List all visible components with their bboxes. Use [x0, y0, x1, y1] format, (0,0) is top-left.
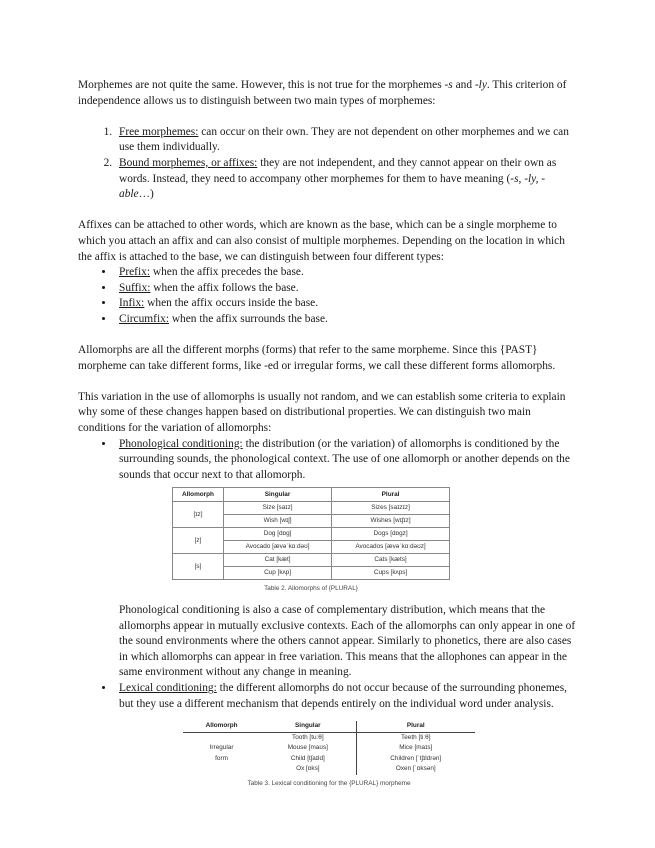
table-cell-allomorph: [ɪz]	[173, 502, 224, 528]
table-cell: Sizes [saɪzɪz]	[332, 502, 450, 515]
morpheme-types-list	[78, 125, 576, 203]
table-header: Plural	[332, 488, 450, 502]
table-cell: Cups [kʌps]	[332, 567, 450, 580]
table-cell: Mouse [maʊs]	[287, 744, 328, 752]
table-header: Singular	[224, 488, 332, 502]
table-cell: Cats [kæts]	[332, 554, 450, 567]
paragraph-allomorphs: Allomorphs are all the different morphs (forms) that refer to the same morpheme. Since this {PAST} morpheme can take different forms, like -ed or irregular forms, we call these different forms allomorphs.	[78, 344, 556, 372]
table-cell: Children [ˈtʃɪldrən]	[356, 754, 475, 765]
table-header: Allomorph	[173, 488, 224, 502]
paragraph-affixes: Affixes can be attached to other words, which are known as the base, which can be a single morpheme to which you attach an affix and can also consist of multiple morphemes. Depending on the location in which the affix is attached to the base, we can distinguish between four different types:	[78, 219, 565, 263]
term-phonological-conditioning: Phonological conditioning:	[119, 437, 243, 450]
table-header: Plural	[356, 721, 475, 732]
table-cell: Cup [kʌp]	[224, 567, 332, 580]
document-page	[78, 78, 576, 791]
term-lexical-conditioning: Lexical conditioning:	[119, 682, 217, 694]
table-cell: Cat [kæt]	[224, 554, 332, 567]
paragraph-variation: This variation in the use of allomorphs is usually not random, and we can establish some criteria to explain why some of these changes happen based on distributional properties. We can distinguish two main conditions for the variation of allomorphs:	[78, 390, 566, 435]
table-caption: Table 2. Allomorphs of {PLURAL}	[264, 585, 358, 593]
table-cell: Wishes [wɪʃɪz]	[332, 515, 450, 528]
table-cell: Ox [ɒks]	[296, 765, 320, 773]
table-cell: Mice [maɪs]	[356, 743, 475, 754]
table-header: Allomorph	[183, 721, 260, 732]
table-cell-group-label: Irregular	[209, 744, 234, 752]
conditioning-list-lexical	[78, 681, 576, 712]
table-cell: Tooth [tuːθ]	[292, 733, 324, 741]
table-cell-group-label: form	[215, 754, 228, 762]
list-item-phonological-conditioning: • Phonological conditioning: the distribution (or the variation) of allomorphs is conditioned by the surrounding sounds, the phonological context. The use of one allomorph or another depends on the sounds that occur next to that allomorph.	[115, 437, 576, 484]
table-cell: Child [tʃaɪld]	[290, 754, 325, 762]
list-item-prefix: • Prefix: when the affix precedes the base.	[115, 265, 576, 281]
table-cell-allomorph: [z]	[173, 528, 224, 554]
list-item-suffix: • Suffix: when the affix follows the base.	[115, 281, 576, 297]
conditioning-list	[78, 437, 576, 484]
table-cell-allomorph: [s]	[173, 554, 224, 580]
list-item-bound-morphemes: 2. Bound morphemes, or affixes: they are not independent, and they cannot appear on their own as words. Instead, they need to accompany other morphemes for them to have meaning (-s, -ly, -able…)	[115, 156, 576, 203]
list-item-free-morphemes: 1. Free morphemes: can occur on their own. They are not dependent on other morphemes and we can use them individually.	[115, 125, 576, 156]
table-cell: Avocados [ævəˈkɑːdəʊz]	[332, 541, 450, 554]
paragraph-morphemes: Morphemes are not quite the same. However, this is not true for the morphemes -s and -ly. This criterion of independence allows us to distinguish between two main types of morphemes:	[78, 79, 567, 107]
table-lexical-conditioning	[183, 721, 475, 791]
paragraph-complementary-distribution: Phonological conditioning is also a case of complementary distribution, which means that the allomorphs appear in mutually exclusive contexts. Each of the allomorphs can only appear in one of the sound environments where the others cannot appear. Similarly to phonetics, there are also cases in which allomorphs can appear in free variation. This means that the allophones can appear in the same environment without any change in meaning.	[119, 604, 576, 679]
list-item-lexical-conditioning: • Lexical conditioning: the different allomorphs do not occur because of the surrounding phonemes, but they use a different mechanism that depends entirely on the individual word under analysis.	[115, 681, 576, 712]
table-cell: Size [saɪz]	[224, 502, 332, 515]
table-cell: Avocado [ævəˈkɑːdəʊ]	[224, 541, 332, 554]
table-cell: Oxen [ˈɒksən]	[356, 764, 475, 775]
table-caption: Table 3. Lexical conditioning for the {PLURAL} morpheme	[247, 779, 411, 787]
list-item-infix: • Infix: when the affix occurs inside the base.	[115, 296, 576, 312]
term-bound-morphemes: Bound morphemes, or affixes:	[119, 156, 258, 169]
affix-types-list	[78, 265, 576, 327]
list-item-circumfix: • Circumfix: when the affix surrounds the base.	[115, 312, 576, 328]
table-cell: Dog [dɒg]	[224, 528, 332, 541]
table-header: Singular	[260, 721, 356, 732]
table-cell: Wish [wɪʃ]	[224, 515, 332, 528]
table-allomorphs-plural	[172, 487, 450, 597]
table-cell: Teeth [tiːθ]	[356, 732, 475, 743]
term-free-morphemes: Free morphemes:	[119, 125, 199, 138]
table-cell: Dogs [dɒgz]	[332, 528, 450, 541]
